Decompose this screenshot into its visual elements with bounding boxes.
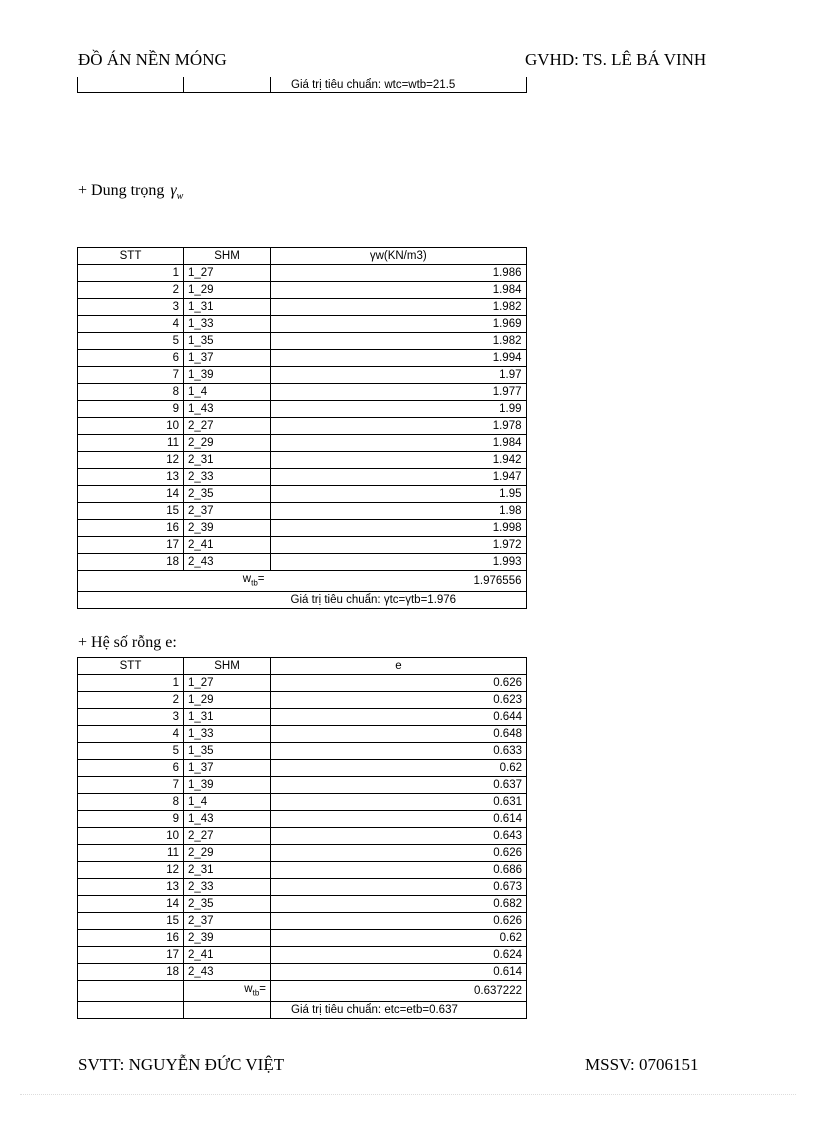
cell-value: 1.98 (271, 503, 527, 520)
cell-value: 1.95 (271, 486, 527, 503)
cell-shm: 2_31 (184, 862, 271, 879)
table-row (78, 760, 527, 777)
cell-value: 0.624 (271, 947, 527, 964)
table-row (78, 503, 527, 520)
cell-value: 0.673 (271, 879, 527, 896)
standard-value-note: Giá trị tiêu chuẩn: γtc=γtb=1.976 (271, 592, 527, 609)
table-row (78, 675, 527, 692)
cell-value: 0.626 (271, 675, 527, 692)
cell-stt: 4 (78, 726, 184, 743)
table-row (78, 452, 527, 469)
cell-stt: 5 (78, 743, 184, 760)
cell-value: 1.984 (271, 435, 527, 452)
cell-stt: 6 (78, 350, 184, 367)
standard-value-note: Giá trị tiêu chuẩn: etc=etb=0.637 (271, 1002, 527, 1019)
average-value: 0.637222 (271, 981, 527, 1002)
empty-cell (78, 981, 184, 1002)
empty-cell (78, 592, 271, 609)
cell-shm: 1_31 (184, 709, 271, 726)
table-row (78, 930, 527, 947)
table-row (78, 333, 527, 350)
cell-value: 0.643 (271, 828, 527, 845)
table-row (78, 811, 527, 828)
cell-shm: 2_29 (184, 435, 271, 452)
cell-shm: 2_41 (184, 947, 271, 964)
table-row (78, 964, 527, 981)
cell-shm: 1_33 (184, 316, 271, 333)
cell-stt: 1 (78, 265, 184, 282)
table-row (78, 299, 527, 316)
cell-stt: 8 (78, 794, 184, 811)
cell-stt: 15 (78, 913, 184, 930)
table-row (78, 794, 527, 811)
cell-stt: 5 (78, 333, 184, 350)
header-right: GVHD: TS. LÊ BÁ VINH (525, 50, 707, 69)
table-row (78, 709, 527, 726)
cell-shm: 2_35 (184, 896, 271, 913)
cell-shm: 1_29 (184, 692, 271, 709)
footer-right: MSSV: 0706151 (585, 1055, 699, 1074)
section1-title (78, 182, 183, 202)
cell-stt: 4 (78, 316, 184, 333)
cell-stt: 14 (78, 896, 184, 913)
cell-shm: 1_27 (184, 265, 271, 282)
col-value: e (271, 658, 527, 675)
cell-value: 0.648 (271, 726, 527, 743)
table-row (78, 265, 527, 282)
cell-value: 0.633 (271, 743, 527, 760)
top-table-fragment (77, 77, 527, 93)
cell-value: 0.623 (271, 692, 527, 709)
cell-value: 0.62 (271, 760, 527, 777)
cell-value: 0.631 (271, 794, 527, 811)
cell-stt: 9 (78, 401, 184, 418)
table-row (78, 486, 527, 503)
cell-stt: 18 (78, 554, 184, 571)
cell-shm: 2_37 (184, 503, 271, 520)
cell-value: 1.994 (271, 350, 527, 367)
cell-stt: 6 (78, 760, 184, 777)
cell-stt: 10 (78, 418, 184, 435)
col-stt: STT (78, 658, 184, 675)
table-row (78, 743, 527, 760)
cell-shm: 2_27 (184, 828, 271, 845)
table-row (78, 435, 527, 452)
cell-shm: 1_37 (184, 760, 271, 777)
table-row (78, 520, 527, 537)
cell-value: 1.978 (271, 418, 527, 435)
void-ratio-table (77, 657, 527, 1019)
col-stt: STT (78, 248, 184, 265)
col-shm: SHM (184, 658, 271, 675)
cell-stt: 1 (78, 675, 184, 692)
cell-value: 1.993 (271, 554, 527, 571)
table-row (78, 777, 527, 794)
cell-shm: 1_33 (184, 726, 271, 743)
cell-value: 0.626 (271, 845, 527, 862)
page-edge-dotted (20, 1094, 796, 1095)
cell-value: 0.644 (271, 709, 527, 726)
cell-shm: 1_37 (184, 350, 271, 367)
section2-title: + Hệ số rỗng e: (78, 634, 177, 651)
table-row (78, 862, 527, 879)
cell-stt: 3 (78, 299, 184, 316)
footer-left: SVTT: NGUYỄN ĐỨC VIỆT (78, 1055, 285, 1074)
cell-shm: 1_29 (184, 282, 271, 299)
cell-shm: 1_35 (184, 333, 271, 350)
average-value: 1.976556 (271, 571, 527, 592)
cell-value: 1.977 (271, 384, 527, 401)
cell-shm: 2_27 (184, 418, 271, 435)
table-row (78, 367, 527, 384)
top-note: Giá trị tiêu chuẩn: wtc=wtb=21.5 (271, 77, 527, 93)
table-row (78, 947, 527, 964)
cell-stt: 8 (78, 384, 184, 401)
cell-shm: 1_27 (184, 675, 271, 692)
section1-title-text: + Dung trọng (78, 182, 165, 199)
cell-value: 1.969 (271, 316, 527, 333)
cell-stt: 13 (78, 469, 184, 486)
cell-value: 1.986 (271, 265, 527, 282)
header-left: ĐỒ ÁN NỀN MÓNG (78, 50, 227, 69)
cell-shm: 2_39 (184, 520, 271, 537)
cell-shm: 2_41 (184, 537, 271, 554)
unit-weight-table (77, 247, 527, 609)
standard-value-row (78, 592, 527, 609)
cell-shm: 1_4 (184, 384, 271, 401)
table-row (78, 537, 527, 554)
table-row (78, 913, 527, 930)
table-row (78, 282, 527, 299)
table-row (78, 554, 527, 571)
cell-value: 0.626 (271, 913, 527, 930)
table-header-row (78, 248, 527, 265)
cell-stt: 3 (78, 709, 184, 726)
cell-shm: 2_33 (184, 879, 271, 896)
cell-shm: 2_43 (184, 964, 271, 981)
cell-stt: 16 (78, 930, 184, 947)
table-row (78, 316, 527, 333)
cell-shm: 2_33 (184, 469, 271, 486)
cell-stt: 9 (78, 811, 184, 828)
cell-shm: 2_31 (184, 452, 271, 469)
cell-value: 1.942 (271, 452, 527, 469)
table-row (78, 692, 527, 709)
table-row (78, 845, 527, 862)
table-row (78, 401, 527, 418)
average-label: $w_{tb}=$ (184, 981, 271, 1002)
table-row (78, 418, 527, 435)
cell-value: 1.97 (271, 367, 527, 384)
cell-stt: 11 (78, 845, 184, 862)
cell-stt: 18 (78, 964, 184, 981)
cell-stt: 15 (78, 503, 184, 520)
cell-stt: 12 (78, 862, 184, 879)
empty-cell (78, 1002, 184, 1019)
cell-shm: 1_43 (184, 811, 271, 828)
table-row (78, 384, 527, 401)
table-row (78, 896, 527, 913)
cell-stt: 2 (78, 692, 184, 709)
cell-value: 1.998 (271, 520, 527, 537)
empty-cell (184, 1002, 271, 1019)
cell-shm: 1_39 (184, 367, 271, 384)
col-value: γw(KN/m3) (271, 248, 527, 265)
table-row (78, 828, 527, 845)
table-row (78, 469, 527, 486)
cell-value: 1.982 (271, 333, 527, 350)
cell-value: 1.99 (271, 401, 527, 418)
average-row (78, 981, 527, 1002)
cell-value: 0.682 (271, 896, 527, 913)
cell-shm: 1_43 (184, 401, 271, 418)
cell-value: 1.984 (271, 282, 527, 299)
cell-shm: 2_29 (184, 845, 271, 862)
cell-stt: 7 (78, 777, 184, 794)
cell-stt: 7 (78, 367, 184, 384)
cell-stt: 14 (78, 486, 184, 503)
cell-shm: 1_39 (184, 777, 271, 794)
table-row (78, 350, 527, 367)
cell-stt: 17 (78, 537, 184, 554)
standard-value-row (78, 1002, 527, 1019)
cell-value: 0.637 (271, 777, 527, 794)
cell-value: 1.972 (271, 537, 527, 554)
cell-shm: 2_39 (184, 930, 271, 947)
cell-shm: 2_43 (184, 554, 271, 571)
cell-stt: 10 (78, 828, 184, 845)
cell-value: 1.947 (271, 469, 527, 486)
average-label: $w_{tb}=$ (78, 571, 271, 592)
cell-shm: 1_4 (184, 794, 271, 811)
cell-value: 0.62 (271, 930, 527, 947)
table-header-row (78, 658, 527, 675)
gamma-symbol: $\gamma_w$ (170, 182, 184, 203)
cell-value: 0.614 (271, 811, 527, 828)
cell-shm: 1_31 (184, 299, 271, 316)
cell-stt: 12 (78, 452, 184, 469)
cell-stt: 11 (78, 435, 184, 452)
cell-value: 1.982 (271, 299, 527, 316)
cell-stt: 17 (78, 947, 184, 964)
cell-shm: 1_35 (184, 743, 271, 760)
cell-value: 0.686 (271, 862, 527, 879)
cell-value: 0.614 (271, 964, 527, 981)
cell-stt: 13 (78, 879, 184, 896)
table-row (78, 726, 527, 743)
cell-shm: 2_35 (184, 486, 271, 503)
cell-shm: 2_37 (184, 913, 271, 930)
table-row (78, 879, 527, 896)
cell-stt: 2 (78, 282, 184, 299)
cell-stt: 16 (78, 520, 184, 537)
average-row (78, 571, 527, 592)
col-shm: SHM (184, 248, 271, 265)
